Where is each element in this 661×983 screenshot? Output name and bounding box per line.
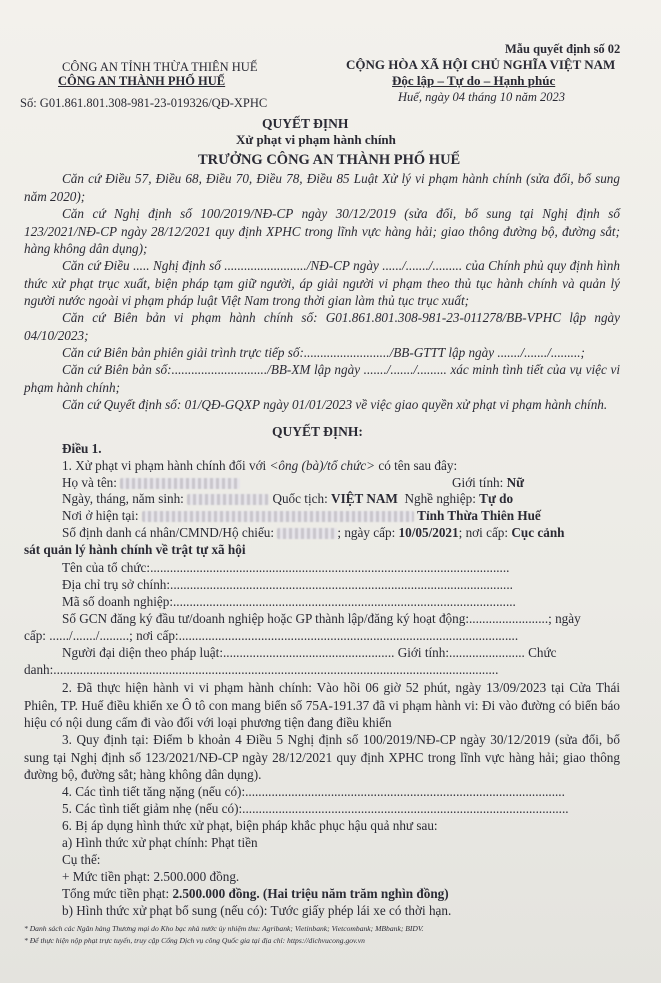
gender-row: Giới tính: Nữ (452, 475, 525, 490)
address-row: Nơi ở hiện tại: Tỉnh Thừa Thiên Huế (62, 508, 541, 523)
legal-basis-2: Căn cứ Nghị định số 100/2019/NĐ-CP ngày 30/12/2019 (sửa đổi, bổ sung tại Nghị định số 123/2021/NĐ-CP ngày 28/12/2021 quy định XPHC trong lĩnh vực hàng hải; giao thông đường bộ, đường sắt; hàng không dân dụng); (24, 206, 620, 256)
issue-date: Huế, ngày 04 tháng 10 năm 2023 (398, 90, 565, 104)
item-3-regulation: 3. Quy định tại: Điểm b khoản 4 Điều 5 Nghị định số 100/2019/NĐ-CP ngày 30/12/2019 (sửa đổi, bổ sung tại Nghị định số 123/2021/NĐ-CP ngày 28/12/2021 quy định XPHC trong lĩnh vực hàng hải; giao thông đường bộ, đường sắt; hàng không dân dụng). (24, 732, 620, 782)
item-6-penalty: 6. Bị áp dụng hình thức xử phạt, biện pháp khắc phục hậu quả như sau: (62, 818, 438, 833)
decision-title: QUYẾT ĐỊNH (262, 116, 349, 131)
item-5-mitigating: 5. Các tình tiết giảm nhẹ (nếu có):................................................................................................... (62, 801, 569, 816)
article-1: Điều 1. (62, 441, 102, 456)
dob-row: Ngày, tháng, năm sinh: Quốc tịch: VIỆT NAM Nghề nghiệp: Tự do (62, 491, 514, 506)
agency-top: CÔNG AN TỈNH THỪA THIÊN HUẾ (62, 60, 258, 74)
footnote-banks: * Danh sách các Ngân hàng Thương mại do Kho bạc nhà nước ủy nhiệm thu: Agribank; Vietinbank; Vietcombank; MBbank; BIDV. (24, 924, 424, 933)
nation-title: CỘNG HÒA XÃ HỘI CHỦ NGHĨA VIỆT NAM (346, 57, 616, 72)
item-6-detail: Cụ thể: (62, 852, 101, 867)
authority-title: TRƯỞNG CÔNG AN THÀNH PHỐ HUẾ (198, 152, 461, 168)
name-label: Họ và tên: (62, 475, 117, 490)
fine-amount: + Mức tiền phạt: 2.500.000 đồng. (62, 869, 240, 884)
item-1-intro: 1. Xử phạt vi phạm hành chính đối với <ông (bà)/tổ chức> có tên sau đây: (62, 458, 458, 473)
motto: Độc lập – Tự do – Hạnh phúc (392, 73, 556, 88)
legal-basis-7: Căn cứ Quyết định số: 01/QĐ-GQXP ngày 01/01/2023 về việc giao quyền xử phạt vi phạm hành chính. (62, 397, 608, 412)
legal-basis-5: Căn cứ Biên bản phiên giải trình trực tiếp số:........................../BB-GTTT lập ngày ......./......./.........; (62, 345, 585, 360)
id-row: Số định danh cá nhân/CMND/Hộ chiếu: ; ngày cấp: 10/05/2021; nơi cấp: Cục cảnh (62, 525, 565, 540)
legal-basis-3: Căn cứ Điều ..... Nghị định số ........................./NĐ-CP ngày ....../......./......... của Chính phủ quy định hình thức xử phạt trục xuất, biện pháp tạm giữ người, áp giải người vi phạm theo thủ tục hành chính và quản lý người nước ngoài vi phạm pháp luật Việt Nam trong thời gian làm thủ tục trục xuất; (24, 258, 620, 308)
item-4-aggravating: 4. Các tình tiết tăng nặng (nếu có):................................................................................................. (62, 784, 565, 799)
decision-subtitle: Xử phạt vi phạm hành chính (236, 132, 396, 147)
decision-heading: QUYẾT ĐỊNH: (272, 424, 363, 439)
redacted-name (120, 478, 240, 489)
footnote-online: * Để thực hiện nộp phạt trực tuyến, truy cập Cổng Dịch vụ công Quốc gia tại địa chỉ: https://dichvucong.gov.vn (24, 936, 365, 945)
total-fine: Tổng mức tiền phạt: 2.500.000 đồng. (Hai triệu năm trăm nghìn đồng) (62, 886, 449, 901)
legal-rep: Người đại diện theo pháp luật:.................................................... Giới tính:....................... Chức (62, 645, 557, 660)
redacted-id (277, 528, 337, 539)
org-address: Địa chỉ trụ sở chính:........................................................................................................ (62, 577, 513, 592)
legal-basis-6: Căn cứ Biên bản số:............................./BB-XM lập ngày ......./......./......... xác minh tình tiết của vụ việc vi phạm hành chính; (24, 362, 620, 395)
org-name: Tên của tổ chức:............................................................................................................. (62, 560, 510, 575)
agency-name: CÔNG AN THÀNH PHỐ HUẾ (58, 74, 226, 88)
form-number: Mẫu quyết định số 02 (505, 42, 621, 56)
legal-rep-cont: danh:....................................................................................................................................... (24, 662, 499, 677)
redacted-address (142, 511, 414, 522)
name-row (62, 475, 240, 491)
item-6b-additional-penalty: b) Hình thức xử phạt bổ sung (nếu có): Tước giấy phép lái xe có thời hạn. (62, 903, 452, 918)
redacted-dob (187, 494, 269, 505)
legal-basis-1: Căn cứ Điều 57, Điều 68, Điều 70, Điều 78, Điều 85 Luật Xử lý vi phạm hành chính (sửa đổi, bổ sung năm 2020); (24, 171, 620, 204)
legal-basis-4: Căn cứ Biên bản vi phạm hành chính số: G01.861.801.308-981-23-011278/BB-VPHC lập ngày 04/10/2023; (24, 310, 620, 343)
issue-place-cont: sát quản lý hành chính về trật tự xã hội (24, 542, 246, 557)
org-code: Mã số doanh nghiệp:........................................................................................................ (62, 594, 516, 609)
decision-number: Số: G01.861.801.308-981-23-019326/QĐ-XPHC (20, 96, 268, 110)
org-gcn: Số GCN đăng ký đầu tư/doanh nghiệp hoặc GP thành lập/đăng ký hoạt động:........................; ngày (62, 611, 581, 626)
item-6a-main-penalty: a) Hình thức xử phạt chính: Phạt tiền (62, 835, 258, 850)
item-2-violation: 2. Đã thực hiện hành vi vi phạm hành chính: Vào hồi 06 giờ 52 phút, ngày 13/09/2023 tại Cửa Thái Phiên, TP. Huế điều khiển xe Ô tô con mang biển số 75A-191.37 đã vi phạm hành vi: Đi vào đường có biển báo hiệu có nội dung cấm đi vào đối với loại phương tiện đang điều khiển (24, 680, 620, 730)
org-gcn-cont: cấp: ....../......./.........; nơi cấp:....................................................................................................... (24, 628, 519, 643)
